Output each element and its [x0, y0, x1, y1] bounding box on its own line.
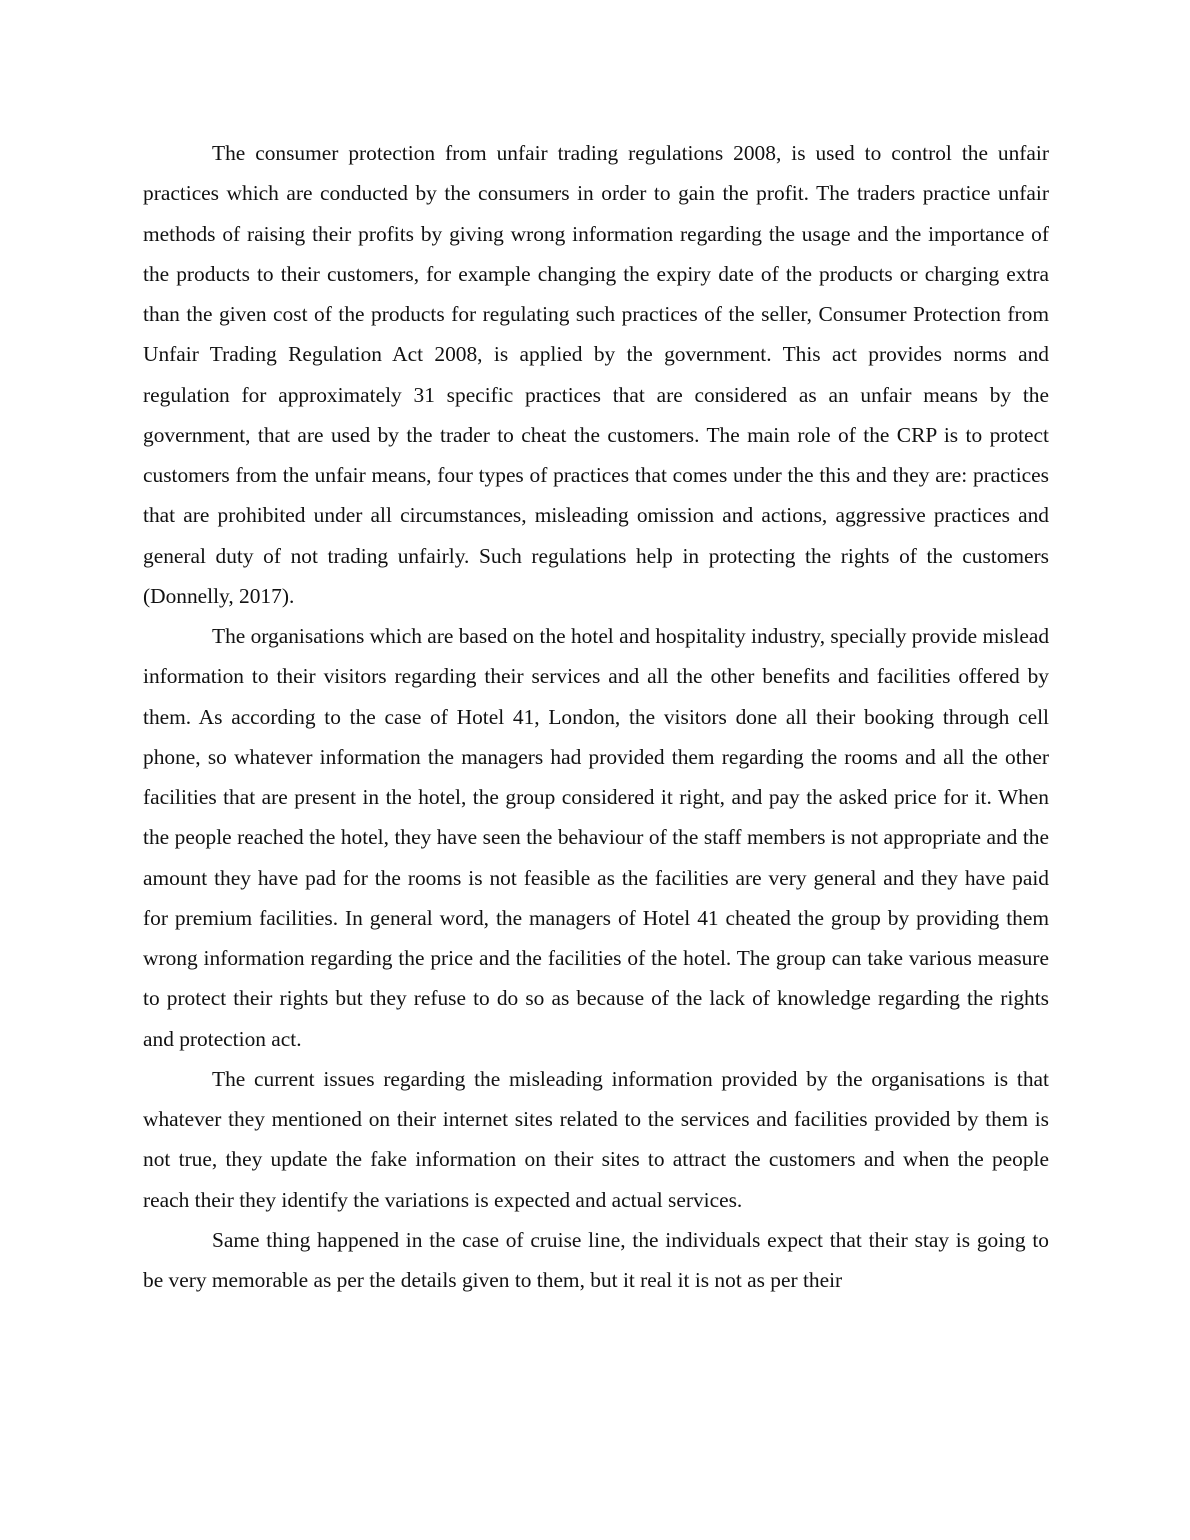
- paragraph-cruise-line: Same thing happened in the case of cruise line, the individuals expect that their stay is going to be very memorable as per the details given to them, but it real it is not as per their: [143, 1227, 1049, 1292]
- paragraph-consumer-protection-regulations: The consumer protection from unfair trading regulations 2008, is used to control the unfair practices which are conducted by the consumers in order to gain the profit. The traders practice unfair methods of raising their profits by giving wrong information regarding the usage and the importance of the products to their customers, for example changing the expiry date of the products or charging extra than the given cost of the products for regulating such practices of the seller, Consumer Protection from Unfair Trading Regulation Act 2008, is applied by the government. This act provides norms and regulation for approximately 31 specific practices that are considered as an unfair means by the government, that are used by the trader to cheat the customers. The main role of the CRP is to protect customers from the unfair means, four types of practices that comes under the this and they are: practices that are prohibited under all circumstances, misleading omission and actions, aggressive practices and general duty of not trading unfairly. Such regulations help in protecting the rights of the customers (Donnelly, 2017).: [143, 141, 1049, 608]
- paragraph-hotel-41-case: The organisations which are based on the hotel and hospitality industry, specially provide mislead information to their visitors regarding their services and all the other benefits and facilities offered by them. As according to the case of Hotel 41, London, the visitors done all their booking through cell phone, so whatever information the managers had provided them regarding the rooms and all the other facilities that are present in the hotel, the group considered it right, and pay the asked price for it. When the people reached the hotel, they have seen the behaviour of the staff members is not appropriate and the amount they have pad for the rooms is not feasible as the facilities are very general and they have paid for premium facilities. In general word, the managers of Hotel 41 cheated the group by providing them wrong information regarding the price and the facilities of the hotel. The group can take various measure to protect their rights but they refuse to do so as because of the lack of knowledge regarding the rights and protection act.: [143, 624, 1050, 1051]
- document-body: [143, 133, 1049, 1300]
- paragraph-current-issues: The current issues regarding the misleading information provided by the organisations is that whatever they mentioned on their internet sites related to the services and facilities provided by them is not true, they update the fake information on their sites to attract the customers and when the people reach their they identify the variations is expected and actual services.: [143, 1066, 1049, 1212]
